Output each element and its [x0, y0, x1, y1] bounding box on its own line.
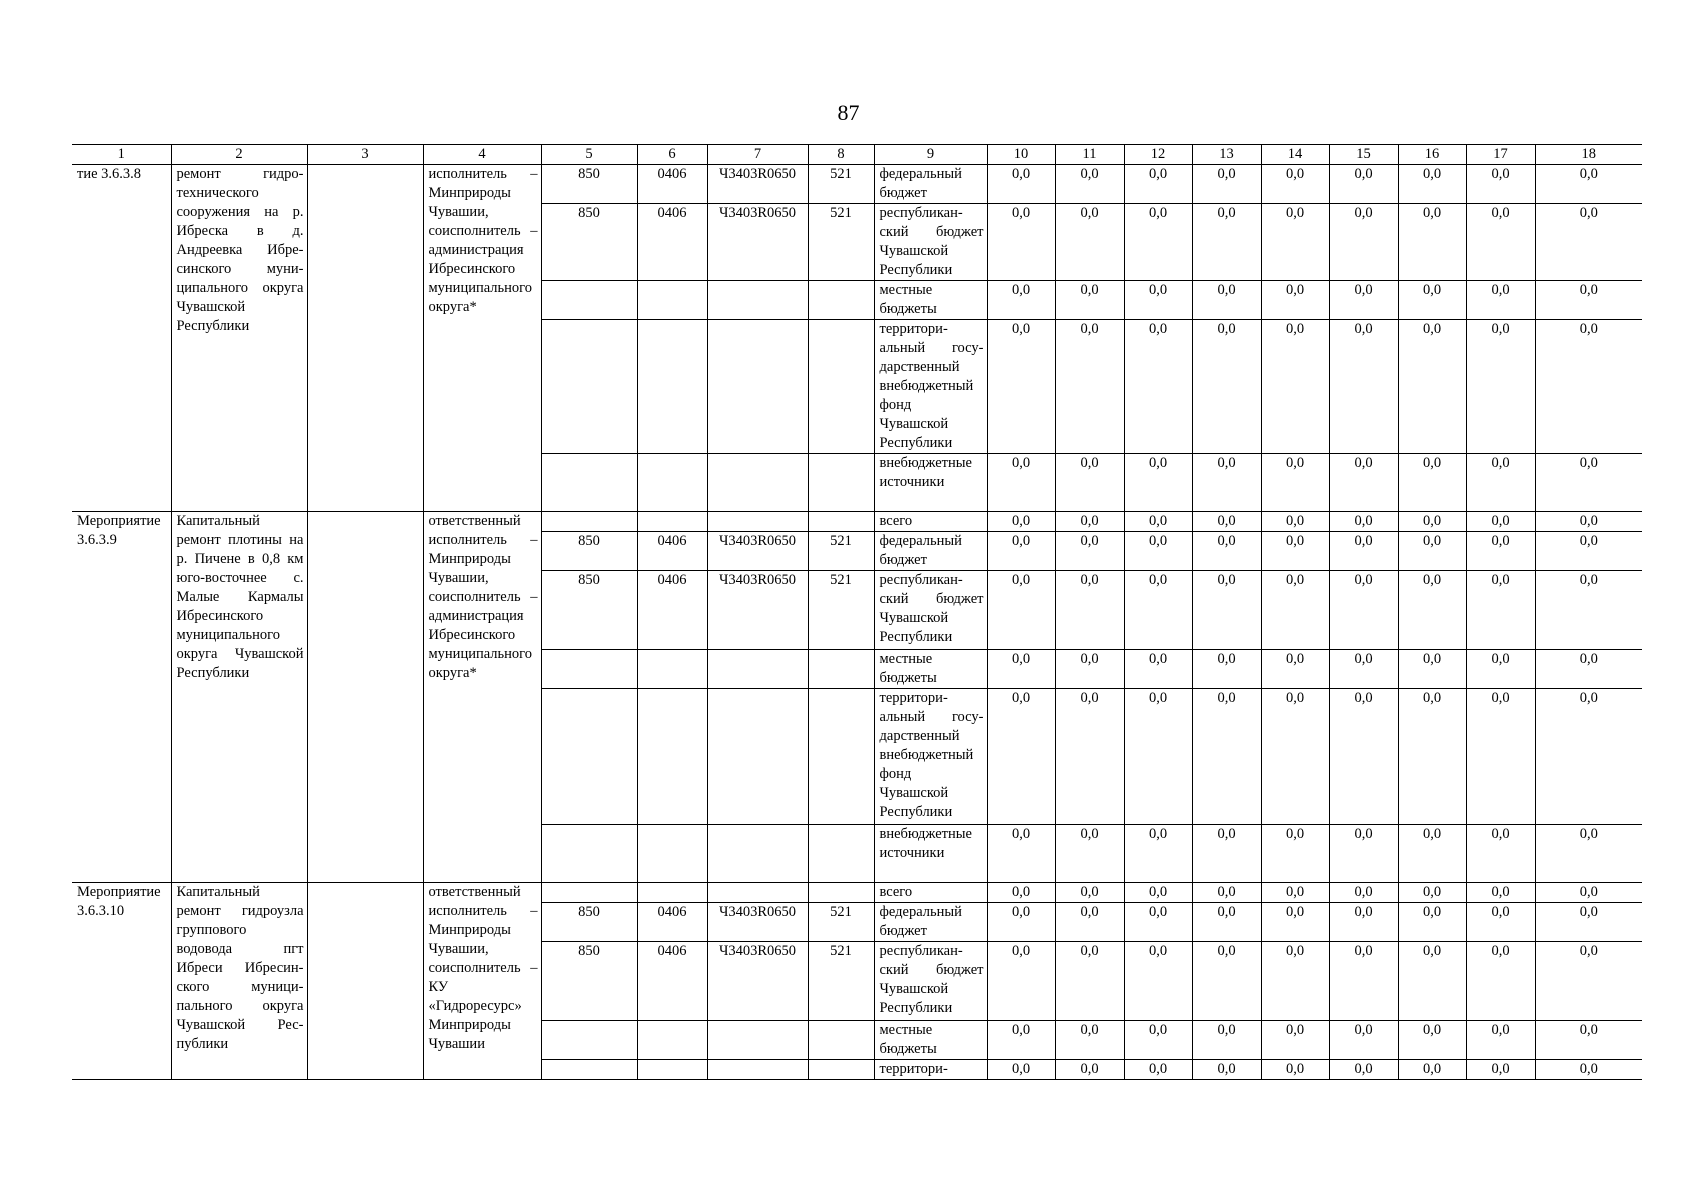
column-header: 8 — [808, 145, 874, 165]
grbs-code: 850 — [541, 204, 637, 281]
amount-value: 0,0 — [1535, 320, 1642, 454]
amount-value: 0,0 — [1466, 650, 1535, 689]
column-header: 16 — [1398, 145, 1466, 165]
amount-value: 0,0 — [1466, 532, 1535, 571]
amount-value: 0,0 — [1329, 942, 1398, 1021]
expense-group-code — [808, 320, 874, 454]
amount-value: 0,0 — [987, 825, 1055, 883]
amount-value: 0,0 — [1192, 1060, 1261, 1080]
amount-value: 0,0 — [1535, 532, 1642, 571]
amount-value: 0,0 — [1466, 883, 1535, 903]
funding-source: федеральный бюджет — [874, 903, 987, 942]
expense-group-code: 521 — [808, 532, 874, 571]
executor: исполнитель – Минприроды Чувашии, соисполнитель – администрация Ибресинского муниципального округа* — [423, 165, 541, 512]
target-article-code — [707, 281, 808, 320]
amount-value: 0,0 — [987, 1021, 1055, 1060]
target-article-code — [707, 512, 808, 532]
amount-value: 0,0 — [1261, 1021, 1329, 1060]
amount-value: 0,0 — [1398, 571, 1466, 650]
amount-value: 0,0 — [1055, 532, 1124, 571]
expense-group-code: 521 — [808, 165, 874, 204]
amount-value: 0,0 — [1192, 281, 1261, 320]
amount-value: 0,0 — [1261, 825, 1329, 883]
funding-source: территориальный государственный внебюджетный фонд Чувашской Республики — [874, 320, 987, 454]
grbs-code — [541, 454, 637, 512]
expense-group-code: 521 — [808, 942, 874, 1021]
amount-value: 0,0 — [1192, 165, 1261, 204]
section-code: 0406 — [637, 942, 707, 1021]
grbs-code — [541, 650, 637, 689]
grbs-code — [541, 689, 637, 825]
amount-value: 0,0 — [1192, 320, 1261, 454]
amount-value: 0,0 — [987, 281, 1055, 320]
amount-value: 0,0 — [1055, 571, 1124, 650]
grbs-code — [541, 281, 637, 320]
amount-value: 0,0 — [1466, 1060, 1535, 1080]
amount-value: 0,0 — [987, 903, 1055, 942]
amount-value: 0,0 — [1398, 825, 1466, 883]
amount-value: 0,0 — [1055, 281, 1124, 320]
amount-value: 0,0 — [1055, 454, 1124, 512]
funding-source: республиканский бюджет Чувашской Республики — [874, 942, 987, 1021]
amount-value: 0,0 — [1192, 650, 1261, 689]
funding-source: республиканский бюджет Чувашской Республики — [874, 204, 987, 281]
amount-value: 0,0 — [1398, 281, 1466, 320]
funding-source: местные бюджеты — [874, 650, 987, 689]
amount-value: 0,0 — [987, 512, 1055, 532]
activity-name: Капитальный ремонт гидроузла группового водовода пгт Ибреси Ибресинского муниципального округа Чувашской Республики — [171, 883, 307, 1080]
amount-value: 0,0 — [1466, 903, 1535, 942]
amount-value: 0,0 — [1398, 320, 1466, 454]
funding-source: федеральный бюджет — [874, 532, 987, 571]
expense-group-code — [808, 650, 874, 689]
amount-value: 0,0 — [1261, 454, 1329, 512]
amount-value: 0,0 — [1329, 571, 1398, 650]
amount-value: 0,0 — [1466, 512, 1535, 532]
amount-value: 0,0 — [1124, 1060, 1192, 1080]
amount-value: 0,0 — [1261, 571, 1329, 650]
amount-value: 0,0 — [1398, 512, 1466, 532]
expense-group-code — [808, 825, 874, 883]
target-article-code — [707, 825, 808, 883]
table-row — [72, 883, 1642, 903]
amount-value: 0,0 — [1261, 650, 1329, 689]
amount-value: 0,0 — [1466, 165, 1535, 204]
column-header: 18 — [1535, 145, 1642, 165]
amount-value: 0,0 — [1329, 1021, 1398, 1060]
amount-value: 0,0 — [987, 454, 1055, 512]
amount-value: 0,0 — [1329, 650, 1398, 689]
amount-value: 0,0 — [1055, 512, 1124, 532]
amount-value: 0,0 — [1192, 1021, 1261, 1060]
amount-value: 0,0 — [987, 532, 1055, 571]
amount-value: 0,0 — [1535, 825, 1642, 883]
amount-value: 0,0 — [1329, 281, 1398, 320]
target-indicator-cell — [307, 883, 423, 1080]
amount-value: 0,0 — [1398, 883, 1466, 903]
amount-value: 0,0 — [1192, 204, 1261, 281]
amount-value: 0,0 — [1398, 650, 1466, 689]
column-header: 17 — [1466, 145, 1535, 165]
expense-group-code — [808, 512, 874, 532]
amount-value: 0,0 — [1055, 204, 1124, 281]
amount-value: 0,0 — [1329, 165, 1398, 204]
target-article-code — [707, 1060, 808, 1080]
amount-value: 0,0 — [987, 650, 1055, 689]
target-indicator-cell — [307, 165, 423, 512]
amount-value: 0,0 — [1124, 281, 1192, 320]
amount-value: 0,0 — [1055, 650, 1124, 689]
amount-value: 0,0 — [1398, 454, 1466, 512]
funding-source: внебюджетные источники — [874, 454, 987, 512]
amount-value: 0,0 — [1124, 1021, 1192, 1060]
grbs-code: 850 — [541, 571, 637, 650]
funding-source: внебюджетные источники — [874, 825, 987, 883]
target-indicator-cell — [307, 512, 423, 883]
amount-value: 0,0 — [1329, 204, 1398, 281]
grbs-code — [541, 825, 637, 883]
amount-value: 0,0 — [1124, 942, 1192, 1021]
amount-value: 0,0 — [1535, 942, 1642, 1021]
grbs-code: 850 — [541, 165, 637, 204]
amount-value: 0,0 — [1329, 532, 1398, 571]
amount-value: 0,0 — [1261, 320, 1329, 454]
amount-value: 0,0 — [1466, 320, 1535, 454]
amount-value: 0,0 — [1055, 903, 1124, 942]
amount-value: 0,0 — [1192, 883, 1261, 903]
grbs-code: 850 — [541, 942, 637, 1021]
grbs-code — [541, 1021, 637, 1060]
amount-value: 0,0 — [1124, 903, 1192, 942]
amount-value: 0,0 — [1329, 512, 1398, 532]
amount-value: 0,0 — [1466, 454, 1535, 512]
section-code — [637, 825, 707, 883]
column-header: 2 — [171, 145, 307, 165]
amount-value: 0,0 — [1329, 903, 1398, 942]
expense-group-code: 521 — [808, 204, 874, 281]
column-header: 1 — [72, 145, 171, 165]
amount-value: 0,0 — [1535, 1060, 1642, 1080]
amount-value: 0,0 — [1124, 825, 1192, 883]
target-article-code: Ч3403R0650 — [707, 571, 808, 650]
funding-source: территори- — [874, 1060, 987, 1080]
amount-value: 0,0 — [1192, 532, 1261, 571]
amount-value: 0,0 — [1466, 281, 1535, 320]
amount-value: 0,0 — [1466, 1021, 1535, 1060]
target-article-code: Ч3403R0650 — [707, 942, 808, 1021]
column-header: 4 — [423, 145, 541, 165]
amount-value: 0,0 — [1261, 903, 1329, 942]
amount-value: 0,0 — [1535, 165, 1642, 204]
amount-value: 0,0 — [1398, 204, 1466, 281]
section-code — [637, 1060, 707, 1080]
amount-value: 0,0 — [1124, 320, 1192, 454]
funding-source: федеральный бюджет — [874, 165, 987, 204]
amount-value: 0,0 — [1329, 454, 1398, 512]
amount-value: 0,0 — [987, 1060, 1055, 1080]
amount-value: 0,0 — [1398, 1021, 1466, 1060]
section-code — [637, 650, 707, 689]
amount-value: 0,0 — [1124, 571, 1192, 650]
target-article-code — [707, 320, 808, 454]
amount-value: 0,0 — [1192, 454, 1261, 512]
amount-value: 0,0 — [1055, 1021, 1124, 1060]
amount-value: 0,0 — [1124, 204, 1192, 281]
amount-value: 0,0 — [1466, 571, 1535, 650]
funding-source: местные бюджеты — [874, 281, 987, 320]
amount-value: 0,0 — [1329, 1060, 1398, 1080]
target-article-code — [707, 454, 808, 512]
activity-number: Мероприятие 3.6.3.10 — [72, 883, 171, 1080]
funding-source: территориальный государственный внебюджетный фонд Чувашской Республики — [874, 689, 987, 825]
amount-value: 0,0 — [1329, 825, 1398, 883]
amount-value: 0,0 — [1398, 689, 1466, 825]
amount-value: 0,0 — [987, 204, 1055, 281]
amount-value: 0,0 — [1192, 689, 1261, 825]
amount-value: 0,0 — [1535, 1021, 1642, 1060]
amount-value: 0,0 — [1192, 512, 1261, 532]
funding-source: всего — [874, 883, 987, 903]
amount-value: 0,0 — [987, 883, 1055, 903]
section-code — [637, 281, 707, 320]
amount-value: 0,0 — [1398, 532, 1466, 571]
section-code: 0406 — [637, 903, 707, 942]
amount-value: 0,0 — [1535, 204, 1642, 281]
column-header: 5 — [541, 145, 637, 165]
target-article-code — [707, 883, 808, 903]
amount-value: 0,0 — [1192, 571, 1261, 650]
amount-value: 0,0 — [987, 942, 1055, 1021]
section-code — [637, 1021, 707, 1060]
funding-source: республиканский бюджет Чувашской Республики — [874, 571, 987, 650]
amount-value: 0,0 — [1398, 165, 1466, 204]
section-code — [637, 320, 707, 454]
expense-group-code — [808, 883, 874, 903]
grbs-code — [541, 883, 637, 903]
amount-value: 0,0 — [1535, 650, 1642, 689]
amount-value: 0,0 — [1261, 883, 1329, 903]
target-article-code — [707, 650, 808, 689]
amount-value: 0,0 — [1398, 903, 1466, 942]
section-code: 0406 — [637, 165, 707, 204]
target-article-code: Ч3403R0650 — [707, 532, 808, 571]
amount-value: 0,0 — [1261, 165, 1329, 204]
amount-value: 0,0 — [1192, 942, 1261, 1021]
section-code — [637, 689, 707, 825]
amount-value: 0,0 — [987, 571, 1055, 650]
section-code — [637, 454, 707, 512]
funding-source: всего — [874, 512, 987, 532]
amount-value: 0,0 — [1535, 903, 1642, 942]
amount-value: 0,0 — [1055, 165, 1124, 204]
target-article-code — [707, 1021, 808, 1060]
grbs-code — [541, 320, 637, 454]
activity-name: Капитальный ремонт плотины на р. Пичене в 0,8 км юго-восточнее с. Малые Кармалы Ибресинского муниципального округа Чувашской Республики — [171, 512, 307, 883]
expense-group-code: 521 — [808, 571, 874, 650]
section-code: 0406 — [637, 571, 707, 650]
amount-value: 0,0 — [1192, 903, 1261, 942]
amount-value: 0,0 — [1535, 689, 1642, 825]
amount-value: 0,0 — [1192, 825, 1261, 883]
section-code — [637, 883, 707, 903]
amount-value: 0,0 — [1124, 165, 1192, 204]
activity-number: Мероприятие 3.6.3.9 — [72, 512, 171, 883]
amount-value: 0,0 — [1329, 883, 1398, 903]
amount-value: 0,0 — [1261, 512, 1329, 532]
table-row — [72, 165, 1642, 204]
expense-group-code: 521 — [808, 903, 874, 942]
expense-group-code — [808, 281, 874, 320]
column-header: 15 — [1329, 145, 1398, 165]
amount-value: 0,0 — [1329, 320, 1398, 454]
budget-table — [72, 144, 1642, 1080]
section-code: 0406 — [637, 204, 707, 281]
amount-value: 0,0 — [987, 689, 1055, 825]
amount-value: 0,0 — [1466, 825, 1535, 883]
column-header: 13 — [1192, 145, 1261, 165]
expense-group-code — [808, 1060, 874, 1080]
amount-value: 0,0 — [1535, 281, 1642, 320]
table-row — [72, 512, 1642, 532]
executor: ответственный исполнитель – Минприроды Чувашии, соисполнитель – КУ «Гидроресурс» Минприроды Чувашии — [423, 883, 541, 1080]
executor: ответственный исполнитель – Минприроды Чувашии, соисполнитель – администрация Ибресинского муниципального округа* — [423, 512, 541, 883]
grbs-code — [541, 512, 637, 532]
amount-value: 0,0 — [1535, 512, 1642, 532]
target-article-code: Ч3403R0650 — [707, 165, 808, 204]
amount-value: 0,0 — [1329, 689, 1398, 825]
column-header: 10 — [987, 145, 1055, 165]
amount-value: 0,0 — [1055, 825, 1124, 883]
amount-value: 0,0 — [1398, 1060, 1466, 1080]
amount-value: 0,0 — [1261, 204, 1329, 281]
target-article-code — [707, 689, 808, 825]
amount-value: 0,0 — [1261, 1060, 1329, 1080]
column-header: 9 — [874, 145, 987, 165]
amount-value: 0,0 — [987, 165, 1055, 204]
grbs-code — [541, 1060, 637, 1080]
amount-value: 0,0 — [987, 320, 1055, 454]
column-header: 11 — [1055, 145, 1124, 165]
column-header: 14 — [1261, 145, 1329, 165]
amount-value: 0,0 — [1055, 883, 1124, 903]
amount-value: 0,0 — [1261, 942, 1329, 1021]
amount-value: 0,0 — [1124, 512, 1192, 532]
column-header: 6 — [637, 145, 707, 165]
section-code: 0406 — [637, 532, 707, 571]
amount-value: 0,0 — [1466, 689, 1535, 825]
column-header: 12 — [1124, 145, 1192, 165]
amount-value: 0,0 — [1124, 650, 1192, 689]
amount-value: 0,0 — [1261, 532, 1329, 571]
section-code — [637, 512, 707, 532]
amount-value: 0,0 — [1261, 689, 1329, 825]
amount-value: 0,0 — [1124, 883, 1192, 903]
page-number: 87 — [837, 100, 860, 125]
expense-group-code — [808, 454, 874, 512]
funding-source: местные бюджеты — [874, 1021, 987, 1060]
activity-name: ремонт гидротехнического сооружения на р. Ибреска в д. Андреевка Ибресинского муниципального округа Чувашской Республики — [171, 165, 307, 512]
amount-value: 0,0 — [1466, 204, 1535, 281]
amount-value: 0,0 — [1124, 454, 1192, 512]
amount-value: 0,0 — [1124, 532, 1192, 571]
target-article-code: Ч3403R0650 — [707, 903, 808, 942]
amount-value: 0,0 — [1055, 689, 1124, 825]
column-header: 3 — [307, 145, 423, 165]
amount-value: 0,0 — [1124, 689, 1192, 825]
amount-value: 0,0 — [1535, 454, 1642, 512]
grbs-code: 850 — [541, 532, 637, 571]
expense-group-code — [808, 689, 874, 825]
amount-value: 0,0 — [1055, 320, 1124, 454]
amount-value: 0,0 — [1535, 883, 1642, 903]
amount-value: 0,0 — [1261, 281, 1329, 320]
target-article-code: Ч3403R0650 — [707, 204, 808, 281]
amount-value: 0,0 — [1055, 942, 1124, 1021]
amount-value: 0,0 — [1535, 571, 1642, 650]
amount-value: 0,0 — [1398, 942, 1466, 1021]
expense-group-code — [808, 1021, 874, 1060]
header-row — [72, 145, 1642, 165]
column-header: 7 — [707, 145, 808, 165]
amount-value: 0,0 — [1466, 942, 1535, 1021]
amount-value: 0,0 — [1055, 1060, 1124, 1080]
activity-number: тие 3.6.3.8 — [72, 165, 171, 512]
grbs-code: 850 — [541, 903, 637, 942]
